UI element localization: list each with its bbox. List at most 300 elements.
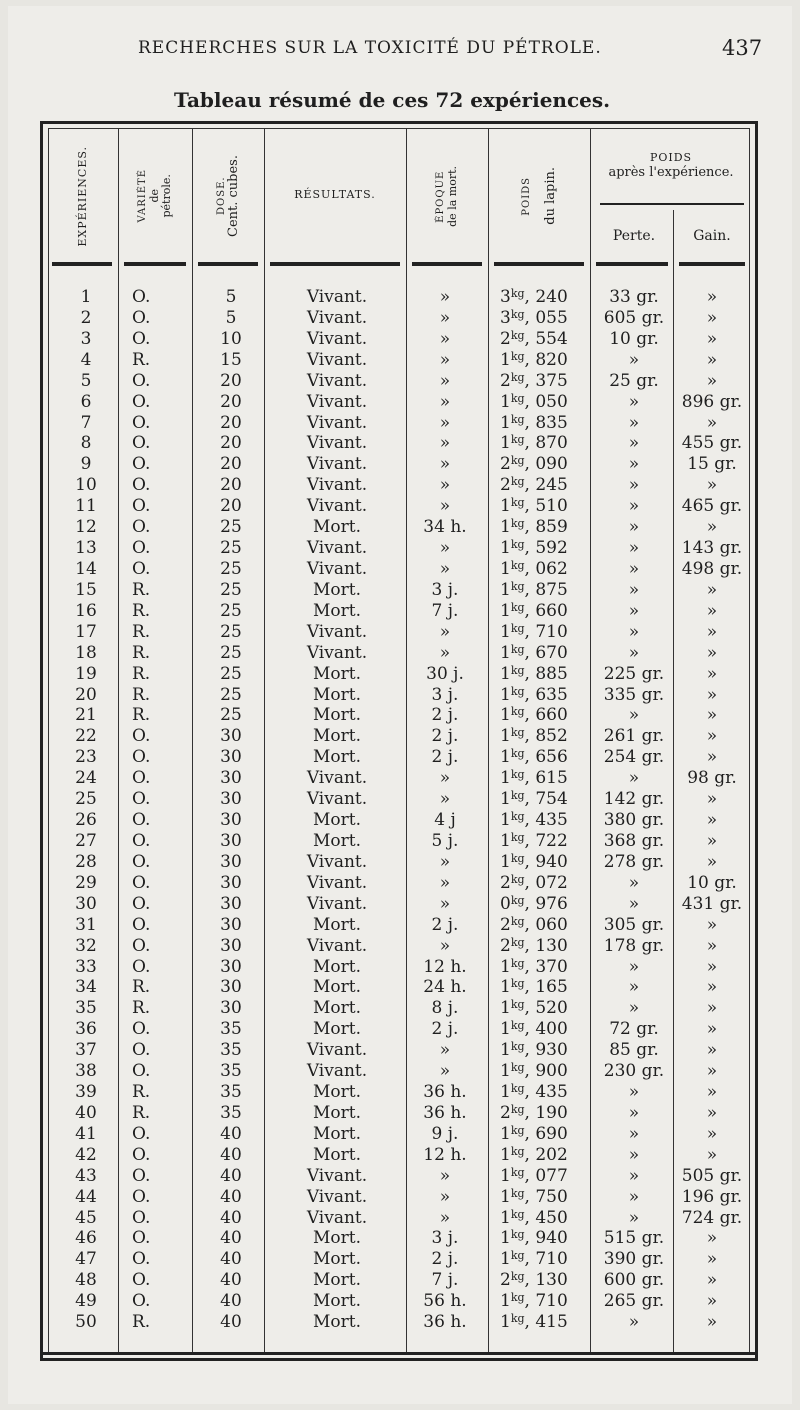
weight-separator: ,: [524, 538, 536, 559]
weight-loss: »: [628, 998, 640, 1019]
result-value: Mort.: [312, 1019, 361, 1040]
weight-unit: kg: [510, 391, 525, 405]
weight-unit: kg: [510, 956, 525, 970]
weight-separator: ,: [524, 851, 536, 872]
weight-gain: »: [706, 1061, 718, 1082]
result-value: Vivant.: [306, 1207, 368, 1228]
rabbit-weight-kg: 1: [500, 998, 511, 1019]
table-row: [0, 747, 800, 768]
table-row: [0, 1166, 800, 1187]
rabbit-weight-kg: 1: [500, 768, 511, 789]
header-rule: [124, 262, 186, 266]
rabbit-weight: [496, 894, 590, 915]
dose-value: 30: [220, 935, 242, 956]
column-header-poids-lapin-text: [521, 167, 557, 225]
column-header-dose: [194, 132, 262, 260]
dose-value: 25: [220, 705, 242, 726]
table-row: [0, 580, 800, 601]
experience-number: 44: [75, 1186, 97, 1207]
rabbit-weight-kg: 2: [500, 328, 511, 349]
death-time: »: [439, 475, 451, 496]
experience-number: 38: [75, 1061, 97, 1082]
result-value: Mort.: [312, 747, 361, 768]
rabbit-weight-grams: 435: [535, 1082, 568, 1103]
dose-value: 20: [220, 412, 242, 433]
weight-separator: ,: [524, 454, 536, 475]
death-time: 3 j.: [431, 1228, 459, 1249]
dose-value: 25: [220, 642, 242, 663]
rabbit-weight-grams: 940: [535, 851, 568, 872]
experience-number: 29: [75, 872, 97, 893]
result-value: Mort.: [312, 1249, 361, 1270]
rabbit-weight: [496, 936, 590, 957]
table-row: [0, 1187, 800, 1208]
death-time: »: [439, 642, 451, 663]
result-value: Vivant.: [306, 621, 368, 642]
weight-unit: kg: [510, 1207, 525, 1221]
death-time: 4 j: [434, 810, 456, 831]
table-row: [0, 1291, 800, 1312]
petrole-variety: O.: [132, 433, 151, 454]
rabbit-weight: [496, 392, 590, 413]
weight-gain: »: [706, 1291, 718, 1312]
dose-value: 30: [220, 977, 242, 998]
death-time: »: [439, 872, 451, 893]
petrole-variety: O.: [132, 1249, 151, 1270]
rabbit-weight: [496, 1145, 590, 1166]
result-value: Vivant.: [306, 642, 368, 663]
weight-loss: »: [628, 433, 640, 454]
rabbit-weight-kg: 1: [500, 830, 511, 851]
weight-gain: »: [706, 517, 718, 538]
rabbit-weight-grams: 859: [535, 517, 568, 538]
table-row: [0, 643, 800, 664]
table-row: [0, 705, 800, 726]
experience-number: 22: [75, 726, 97, 747]
weight-separator: ,: [524, 600, 536, 621]
death-time: »: [439, 1165, 451, 1186]
petrole-variety: O.: [132, 914, 151, 935]
result-value: Mort.: [312, 600, 361, 621]
result-value: Vivant.: [306, 454, 368, 475]
petrole-variety: R.: [132, 705, 151, 726]
epoque-line-2: de la mort.: [446, 165, 459, 227]
death-time: »: [439, 370, 451, 391]
rabbit-weight-kg: 1: [500, 1291, 511, 1312]
rabbit-weight: [496, 1312, 590, 1333]
petrole-variety: R.: [132, 579, 151, 600]
table-row: [0, 1124, 800, 1145]
weight-loss: »: [628, 642, 640, 663]
experience-number: 8: [80, 433, 92, 454]
experience-number: 47: [75, 1249, 97, 1270]
rabbit-weight-kg: 1: [500, 433, 511, 454]
death-time: 30 j.: [426, 663, 464, 684]
result-value: Vivant.: [306, 412, 368, 433]
weight-gain: »: [706, 579, 718, 600]
rabbit-weight-kg: 1: [500, 1061, 511, 1082]
weight-separator: ,: [524, 726, 536, 747]
experience-number: 17: [75, 621, 97, 642]
rabbit-weight-grams: 554: [535, 328, 568, 349]
experience-number: 48: [75, 1270, 97, 1291]
weight-unit: kg: [510, 600, 525, 614]
weight-gain: »: [706, 935, 718, 956]
dose-value: 30: [220, 789, 242, 810]
rabbit-weight-kg: 1: [500, 977, 511, 998]
weight-gain: »: [706, 1019, 718, 1040]
dose-value: 30: [220, 851, 242, 872]
rabbit-weight-grams: 656: [535, 747, 568, 768]
rabbit-weight: [496, 1270, 590, 1291]
rabbit-weight: [496, 705, 590, 726]
rabbit-weight-grams: 415: [535, 1312, 568, 1333]
rabbit-weight-grams: 370: [535, 956, 568, 977]
dose-value: 25: [220, 538, 242, 559]
table-row: [0, 957, 800, 978]
weight-unit: kg: [510, 579, 525, 593]
weight-gain: »: [706, 621, 718, 642]
weight-loss: 178 gr.: [603, 935, 665, 956]
dose-value: 15: [220, 349, 242, 370]
result-value: Mort.: [312, 1102, 361, 1123]
weight-gain: 505 gr.: [681, 1165, 743, 1186]
weight-gain: 465 gr.: [681, 496, 743, 517]
weight-unit: kg: [510, 705, 525, 719]
column-header-perte: Perte.: [612, 228, 656, 244]
experience-number: 14: [75, 558, 97, 579]
running-header: RECHERCHES SUR LA TOXICITÉ DU PÉTROLE.: [138, 38, 602, 58]
rabbit-weight-kg: 2: [500, 1270, 511, 1291]
weight-loss: »: [628, 1312, 640, 1333]
table-bottom-rule: [40, 1352, 758, 1355]
dose-value: 25: [220, 684, 242, 705]
death-time: »: [439, 454, 451, 475]
weight-unit: kg: [510, 810, 525, 824]
rabbit-weight-grams: 055: [535, 307, 568, 328]
weight-loss: 85 gr.: [609, 1040, 659, 1061]
death-time: 12 h.: [423, 1144, 467, 1165]
rabbit-weight: [496, 977, 590, 998]
variete-line-2: de: [148, 189, 161, 203]
table-row: [0, 538, 800, 559]
epoque-line-1: ÉPOQUE: [435, 169, 446, 223]
weight-loss: »: [628, 391, 640, 412]
weight-loss: 25 gr.: [609, 370, 659, 391]
weight-separator: ,: [524, 1165, 536, 1186]
table-row: [0, 371, 800, 392]
weight-loss: »: [628, 1082, 640, 1103]
rabbit-weight-kg: 1: [500, 705, 511, 726]
result-value: Mort.: [312, 726, 361, 747]
weight-gain: »: [706, 726, 718, 747]
weight-gain: »: [706, 663, 718, 684]
result-value: Vivant.: [306, 349, 368, 370]
rabbit-weight-kg: 1: [500, 517, 511, 538]
death-time: 2 j.: [431, 726, 459, 747]
dose-value: 20: [220, 496, 242, 517]
weight-gain: »: [706, 349, 718, 370]
weight-loss: »: [628, 454, 640, 475]
weight-separator: ,: [524, 287, 536, 307]
petrole-variety: O.: [132, 830, 151, 851]
result-value: Vivant.: [306, 935, 368, 956]
dose-value: 10: [220, 328, 242, 349]
weight-separator: ,: [524, 977, 536, 998]
death-time: 9 j.: [431, 1123, 459, 1144]
petrole-variety: O.: [132, 935, 151, 956]
table-row: [0, 392, 800, 413]
weight-loss: »: [628, 579, 640, 600]
rabbit-weight: [496, 350, 590, 371]
weight-loss: 230 gr.: [603, 1061, 665, 1082]
petrole-variety: O.: [132, 851, 151, 872]
rabbit-weight-kg: 1: [500, 558, 511, 579]
petrole-variety: R.: [132, 1082, 151, 1103]
rabbit-weight-kg: 1: [500, 956, 511, 977]
weight-unit: kg: [510, 893, 525, 907]
result-value: Vivant.: [306, 1061, 368, 1082]
rabbit-weight: [496, 664, 590, 685]
rabbit-weight-grams: 710: [535, 621, 568, 642]
rabbit-weight-grams: 077: [535, 1165, 568, 1186]
experience-number: 41: [75, 1123, 97, 1144]
table-row: [0, 894, 800, 915]
petrole-variety: R.: [132, 1102, 151, 1123]
petrole-variety: O.: [132, 370, 151, 391]
result-value: Vivant.: [306, 475, 368, 496]
weight-unit: kg: [510, 998, 525, 1012]
rabbit-weight-kg: 1: [500, 726, 511, 747]
table-row: [0, 308, 800, 329]
dose-value: 20: [220, 370, 242, 391]
weight-loss: »: [628, 1123, 640, 1144]
result-value: Vivant.: [306, 287, 368, 307]
rabbit-weight-kg: 1: [500, 579, 511, 600]
weight-unit: kg: [510, 830, 525, 844]
weight-gain: »: [706, 1144, 718, 1165]
experience-number: 32: [75, 935, 97, 956]
page-number: 437: [722, 36, 763, 60]
column-header-poids-apres: [592, 150, 750, 180]
weight-unit: kg: [510, 496, 525, 510]
header-rule: [679, 262, 745, 266]
weight-unit: kg: [510, 1061, 525, 1075]
experience-number: 16: [75, 600, 97, 621]
weight-unit: kg: [510, 1019, 525, 1033]
weight-loss: »: [628, 412, 640, 433]
poids-lapin-line-2: du lapin.: [543, 167, 558, 225]
rabbit-weight: [496, 685, 590, 706]
rabbit-weight-grams: 072: [535, 872, 568, 893]
weight-gain: 455 gr.: [681, 433, 743, 454]
petrole-variety: O.: [132, 1186, 151, 1207]
rabbit-weight: [496, 496, 590, 517]
petrole-variety: O.: [132, 538, 151, 559]
petrole-variety: R.: [132, 684, 151, 705]
rabbit-weight-kg: 1: [500, 1123, 511, 1144]
dose-value: 5: [225, 307, 237, 328]
weight-separator: ,: [524, 496, 536, 517]
rabbit-weight-kg: 1: [500, 663, 511, 684]
weight-separator: ,: [524, 998, 536, 1019]
weight-unit: kg: [510, 1082, 525, 1096]
weight-loss: 254 gr.: [603, 747, 665, 768]
table-row: [0, 1040, 800, 1061]
death-time: »: [439, 433, 451, 454]
weight-unit: kg: [510, 558, 525, 572]
weight-separator: ,: [524, 705, 536, 726]
rabbit-weight: [496, 1208, 590, 1229]
header-rule: [52, 262, 112, 266]
rabbit-weight-kg: 1: [500, 642, 511, 663]
weight-separator: ,: [524, 1123, 536, 1144]
result-value: Vivant.: [306, 558, 368, 579]
weight-separator: ,: [524, 1291, 536, 1312]
header-rule: [596, 262, 668, 266]
rabbit-weight-kg: 1: [500, 1312, 511, 1333]
experience-number: 25: [75, 789, 97, 810]
result-value: Vivant.: [306, 872, 368, 893]
weight-loss: 278 gr.: [603, 851, 665, 872]
weight-separator: ,: [524, 935, 536, 956]
petrole-variety: O.: [132, 1165, 151, 1186]
weight-gain: »: [706, 412, 718, 433]
death-time: 8 j.: [431, 998, 459, 1019]
rabbit-weight-grams: 690: [535, 1123, 568, 1144]
rabbit-weight: [496, 789, 590, 810]
petrole-variety: O.: [132, 872, 151, 893]
weight-gain: »: [706, 684, 718, 705]
rabbit-weight: [496, 371, 590, 392]
rabbit-weight-kg: 1: [500, 621, 511, 642]
weight-unit: kg: [510, 1312, 525, 1326]
petrole-variety: O.: [132, 1228, 151, 1249]
column-header-poids-lapin: [490, 132, 588, 260]
experience-number: 12: [75, 517, 97, 538]
column-header-epoque-text: [435, 166, 459, 227]
death-time: 2 j.: [431, 705, 459, 726]
rabbit-weight: [496, 1019, 590, 1040]
result-value: Mort.: [312, 1291, 361, 1312]
weight-separator: ,: [524, 412, 536, 433]
dose-value: 30: [220, 872, 242, 893]
column-header-experiences: [52, 132, 114, 260]
weight-loss: »: [628, 558, 640, 579]
weight-gain: »: [706, 998, 718, 1019]
death-time: »: [439, 1061, 451, 1082]
weight-unit: kg: [510, 872, 525, 886]
table-row: [0, 873, 800, 894]
death-time: 5 j.: [431, 830, 459, 851]
weight-loss: 33 gr.: [609, 287, 659, 307]
experience-number: 5: [80, 370, 92, 391]
table-row: [0, 664, 800, 685]
rabbit-weight: [496, 1082, 590, 1103]
rabbit-weight: [496, 873, 590, 894]
dose-value: 40: [220, 1270, 242, 1291]
weight-separator: ,: [524, 1228, 536, 1249]
column-header-variete: [120, 132, 190, 260]
dose-value: 25: [220, 517, 242, 538]
weight-gain: »: [706, 830, 718, 851]
experience-number: 40: [75, 1102, 97, 1123]
experience-number: 1: [80, 287, 92, 307]
rabbit-weight-kg: 1: [500, 391, 511, 412]
petrole-variety: O.: [132, 747, 151, 768]
petrole-variety: R.: [132, 977, 151, 998]
column-header-dose-text: [216, 155, 240, 237]
weight-loss: 368 gr.: [603, 830, 665, 851]
result-value: Mort.: [312, 579, 361, 600]
rabbit-weight-kg: 0: [500, 893, 511, 914]
rabbit-weight-grams: 375: [535, 370, 568, 391]
result-value: Mort.: [312, 1144, 361, 1165]
rabbit-weight-kg: 2: [500, 454, 511, 475]
experience-number: 13: [75, 538, 97, 559]
weight-unit: kg: [510, 475, 525, 489]
petrole-variety: O.: [132, 391, 151, 412]
weight-gain: 196 gr.: [681, 1186, 743, 1207]
weight-separator: ,: [524, 1249, 536, 1270]
weight-loss: »: [628, 475, 640, 496]
weight-gain: 98 gr.: [687, 768, 737, 789]
table-row: [0, 1228, 800, 1249]
dose-value: 20: [220, 454, 242, 475]
petrole-variety: O.: [132, 412, 151, 433]
result-value: Vivant.: [306, 496, 368, 517]
result-value: Vivant.: [306, 768, 368, 789]
result-value: Vivant.: [306, 328, 368, 349]
weight-gain: »: [706, 370, 718, 391]
rabbit-weight-kg: 1: [500, 1144, 511, 1165]
weight-unit: kg: [510, 307, 525, 321]
weight-loss: 72 gr.: [609, 1019, 659, 1040]
rabbit-weight-grams: 754: [535, 789, 568, 810]
weight-unit: kg: [510, 1291, 525, 1305]
weight-loss: »: [628, 956, 640, 977]
rabbit-weight-grams: 660: [535, 705, 568, 726]
petrole-variety: O.: [132, 1123, 151, 1144]
rabbit-weight-grams: 710: [535, 1291, 568, 1312]
experience-number: 33: [75, 956, 97, 977]
rabbit-weight: [496, 998, 590, 1019]
weight-separator: ,: [524, 1207, 536, 1228]
table-row: [0, 831, 800, 852]
dose-value: 25: [220, 621, 242, 642]
rabbit-weight-kg: 1: [500, 349, 511, 370]
weight-gain: »: [706, 851, 718, 872]
result-value: Vivant.: [306, 1040, 368, 1061]
table-row: [0, 1208, 800, 1229]
experience-number: 35: [75, 998, 97, 1019]
experience-number: 45: [75, 1207, 97, 1228]
experience-number: 43: [75, 1165, 97, 1186]
weight-separator: ,: [524, 747, 536, 768]
result-value: Mort.: [312, 977, 361, 998]
weight-unit: kg: [510, 768, 525, 782]
dose-value: 40: [220, 1228, 242, 1249]
weight-unit: kg: [510, 1186, 525, 1200]
table-row: [0, 768, 800, 789]
dose-value: 30: [220, 998, 242, 1019]
rabbit-weight: [496, 1187, 590, 1208]
weight-gain: 896 gr.: [681, 391, 743, 412]
weight-separator: ,: [524, 579, 536, 600]
rabbit-weight: [496, 433, 590, 454]
rabbit-weight: [496, 643, 590, 664]
weight-separator: ,: [524, 433, 536, 454]
